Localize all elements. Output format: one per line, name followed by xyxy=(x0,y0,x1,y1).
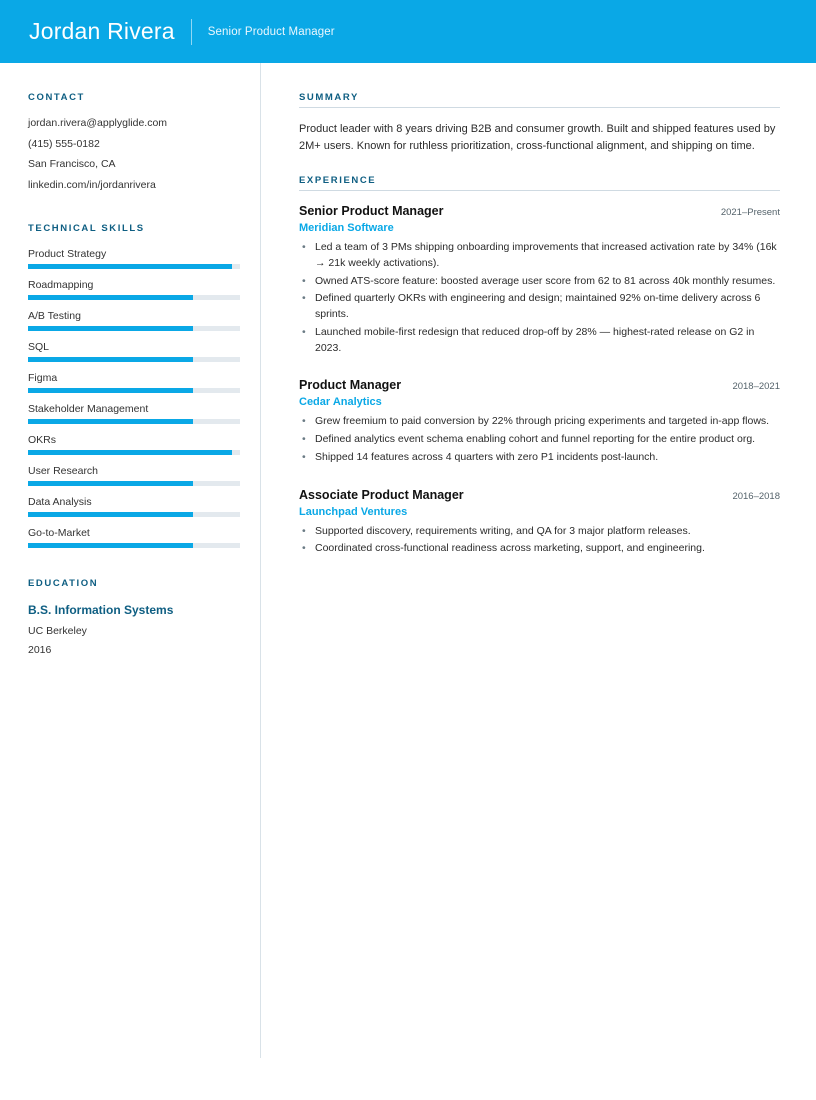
contact-list xyxy=(28,117,238,193)
skill-bar-fill xyxy=(28,388,193,393)
bullet-item: • Supported discovery, requirements writing, and QA for 3 major platform releases. xyxy=(299,524,780,540)
skill-item xyxy=(28,341,238,362)
sidebar xyxy=(0,63,261,1058)
experience-bullets xyxy=(299,240,780,356)
skills-heading: TECHNICAL SKILLS xyxy=(28,222,145,234)
education-school: UC Berkeley xyxy=(28,624,87,637)
experience-company: Meridian Software xyxy=(299,222,394,235)
skill-item xyxy=(28,527,238,548)
summary-text: Product leader with 8 years driving B2B and consumer growth. Built and shipped features used by 2M+ users. Known for ruthless prioritization, cross-functional alignment, and shipping on time. xyxy=(299,123,776,153)
summary-heading: SUMMARY xyxy=(299,92,359,103)
skill-item xyxy=(28,279,238,300)
bullet-item: • Grew freemium to paid conversion by 22% through pricing experiments and targeted in-app flows. xyxy=(299,414,780,430)
skill-label: Stakeholder Management xyxy=(28,402,149,415)
spacer xyxy=(299,366,780,378)
experience-item xyxy=(299,204,780,356)
skill-bar-fill xyxy=(28,481,193,486)
experience-role: Senior Product Manager xyxy=(299,204,444,219)
skill-bar-fill xyxy=(28,295,193,300)
experience-bullets xyxy=(299,524,780,558)
skill-bar-fill xyxy=(28,450,232,455)
skill-bar-track xyxy=(28,326,240,331)
main-column xyxy=(261,63,816,1058)
experience-header xyxy=(299,488,780,502)
candidate-name: Jordan Rivera xyxy=(29,18,175,44)
experience-item xyxy=(299,488,780,558)
bullet-item: • Coordinated cross-functional readiness across marketing, support, and engineering. xyxy=(299,541,780,557)
skill-label: User Research xyxy=(28,464,99,477)
skill-bar-fill xyxy=(28,419,193,424)
bullet-item: • Launched mobile-first redesign that reduced drop-off by 28% — highest-rated release on G2 in 2023. xyxy=(299,325,780,357)
skill-bar-fill xyxy=(28,512,193,517)
skill-bar-track xyxy=(28,357,240,362)
bullet-item: • Defined quarterly OKRs with engineering and design; maintained 92% on-time delivery across 6 sprints. xyxy=(299,291,780,323)
skill-item xyxy=(28,248,238,269)
skill-bar-track xyxy=(28,450,240,455)
experience-dates: 2016–2018 xyxy=(732,490,780,502)
skill-item xyxy=(28,403,238,424)
education-year: 2016 xyxy=(28,643,52,656)
resume-header xyxy=(0,0,816,63)
experience-heading: EXPERIENCE xyxy=(299,175,377,187)
skill-bar-track xyxy=(28,543,240,548)
contact-location: San Francisco, CA xyxy=(28,158,116,171)
skill-bar-track xyxy=(28,388,240,393)
skill-bar-track xyxy=(28,512,240,517)
experience-role: Product Manager xyxy=(299,378,402,393)
skill-bar-track xyxy=(28,264,240,269)
experience-dates: 2021–Present xyxy=(720,207,780,219)
skill-label: Data Analysis xyxy=(28,495,92,508)
experience-bullets xyxy=(299,414,780,465)
spacer xyxy=(299,476,780,488)
bullet-item: • Owned ATS-score feature: boosted average user score from 62 to 81 across 40k monthly resumes. xyxy=(299,274,780,290)
skill-label: A/B Testing xyxy=(28,309,81,322)
skill-item xyxy=(28,310,238,331)
contact-phone: (415) 555-0182 xyxy=(28,137,100,150)
skill-bar-track xyxy=(28,481,240,486)
skill-bar-track xyxy=(28,419,240,424)
skill-bar-fill xyxy=(28,543,193,548)
summary-rule xyxy=(299,107,780,108)
resume-body xyxy=(0,63,816,1058)
contact-heading: CONTACT xyxy=(28,92,85,103)
experience-company: Cedar Analytics xyxy=(299,396,382,409)
contact-email: jordan.rivera@applyglide.com xyxy=(28,117,168,129)
skill-item xyxy=(28,372,238,393)
skill-bar-fill xyxy=(28,264,232,269)
skill-label: Figma xyxy=(28,371,58,384)
skill-label: SQL xyxy=(28,340,50,353)
header-divider xyxy=(191,19,192,45)
education-block xyxy=(28,603,238,656)
education-heading: EDUCATION xyxy=(28,577,99,589)
education-degree: B.S. Information Systems xyxy=(28,602,174,617)
bullet-item: • Shipped 14 features across 4 quarters with zero P1 incidents post-launch. xyxy=(299,450,780,466)
skill-bar-track xyxy=(28,295,240,300)
experience-header xyxy=(299,378,780,392)
candidate-job-title: Senior Product Manager xyxy=(207,25,335,38)
bullet-item: • Defined analytics event schema enabling cohort and funnel reporting for the entire product org. xyxy=(299,432,780,448)
skill-item xyxy=(28,465,238,486)
experience-header xyxy=(299,204,780,218)
skill-label: Roadmapping xyxy=(28,278,94,291)
bullet-item: • Led a team of 3 PMs shipping onboarding improvements that increased activation rate by 34% (16k → 21k weekly activations). xyxy=(299,240,780,272)
skill-bar-fill xyxy=(28,357,193,362)
skill-item xyxy=(28,434,238,455)
skill-item xyxy=(28,496,238,517)
experience-dates: 2018–2021 xyxy=(732,381,780,393)
experience-company: Launchpad Ventures xyxy=(299,505,408,518)
skills-list xyxy=(28,248,238,548)
skill-bar-fill xyxy=(28,326,193,331)
skill-label: Go-to-Market xyxy=(28,526,90,539)
experience-role: Associate Product Manager xyxy=(299,487,464,502)
experience-rule xyxy=(299,190,780,191)
skill-label: Product Strategy xyxy=(28,247,107,260)
contact-linkedin: linkedin.com/in/jordanrivera xyxy=(28,178,156,191)
experience-item xyxy=(299,378,780,465)
skill-label: OKRs xyxy=(28,433,57,446)
